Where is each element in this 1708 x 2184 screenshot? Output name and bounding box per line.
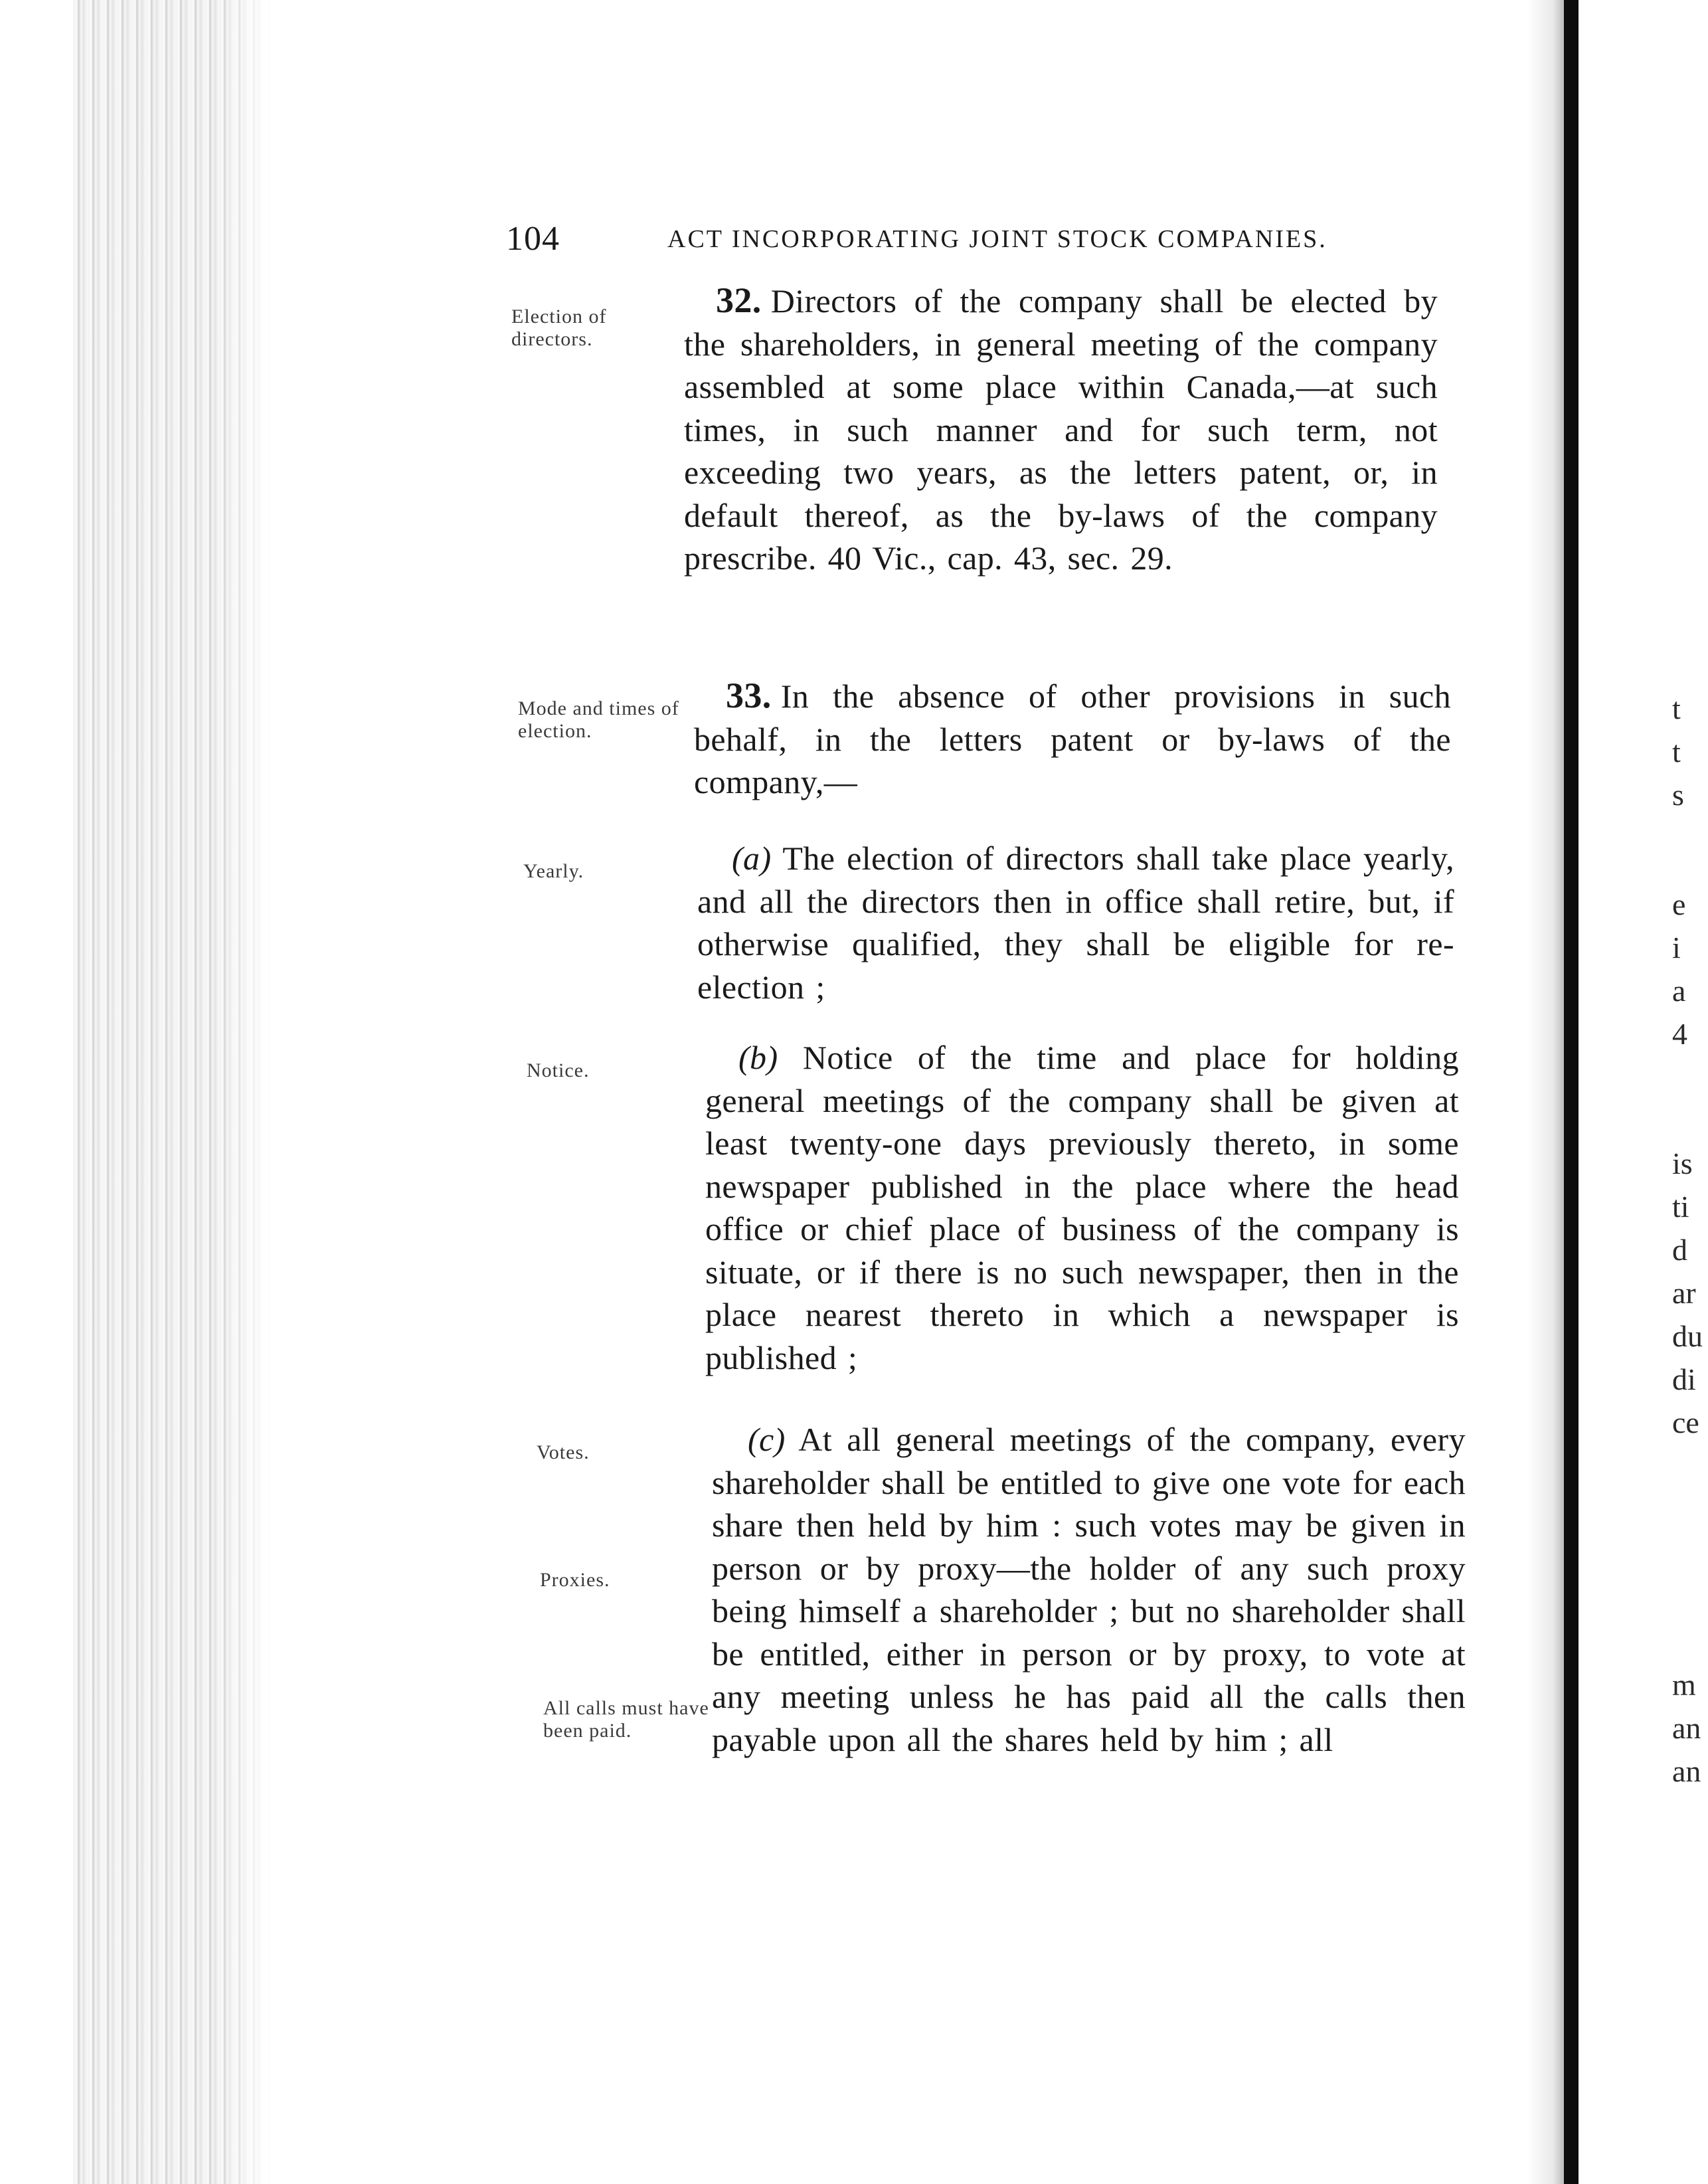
gutter-shadow [1527,0,1564,2184]
facing-page-fragment: t [1672,735,1681,769]
facing-page-fragment: ar [1672,1276,1696,1310]
marginal-note-election-of-directors: Election of directors. [511,306,607,350]
facing-page-fragment: an [1672,1754,1701,1788]
facing-page-fragment: a [1672,974,1686,1008]
marginal-note-votes: Votes. [537,1441,590,1463]
facing-page-fragment: i [1672,931,1681,964]
marginal-note-proxies: Proxies. [540,1569,610,1591]
running-head: ACT INCORPORATING JOINT STOCK COMPANIES. [667,225,1327,253]
facing-page-fragment: m [1672,1668,1696,1702]
facing-page-fragment: du [1672,1319,1703,1353]
facing-page-fragment: e [1672,887,1686,921]
section-number-32: 32. [716,280,762,320]
section-33-text: In the absence of other provisions in such behalf, in the letters patent or by-laws of the company,— [694,678,1451,800]
section-32 [684,279,1438,580]
clause-b-text: Notice of the time and place for holding general meetings of the company shall be given at least twenty-one days previously thereto, in some newspaper published in the place where the head office or chief place of business of the company is situate, or if there is no such newspaper, then in the place nearest thereto in which a newspaper is published ; [705,1039,1460,1376]
marginal-note-yearly: Yearly. [523,860,584,882]
section-33 [694,674,1451,804]
page-edges [73,0,272,2184]
section-number-33: 33. [726,676,772,715]
clause-c [712,1418,1466,1761]
clause-c-text: At all general meetings of the company, every shareholder shall be entitled to give one vote for each share then held by him : such votes may be given in person or by proxy—the holder of any such proxy being himself a shareholder ; but no shareholder shall be entitled, either in person or by proxy, to vote at any meeting unless he has paid all the calls then payable upon all the shares held by him ; all [712,1421,1466,1758]
clause-a-text: The election of directors shall take place yearly, and all the directors then in office shall retire, but, if otherwise qualified, they shall be eligible for re-election ; [697,840,1455,1006]
marginal-note-notice: Notice. [527,1059,590,1081]
facing-page-fragment: an [1672,1711,1701,1745]
facing-page-fragment: t [1672,691,1681,725]
facing-page-fragment: ti [1672,1190,1689,1224]
section-32-text: Directors of the company shall be elected by the shareholders, in general meeting of the company assembled at some place within Canada,—at such times, in such manner and for such term, not exceeding two years, as the letters patent, or, in default thereof, as the by-laws of the company prescribe. 40 Vic., cap. 43, sec. 29. [684,282,1438,577]
facing-page-fragment: 4 [1672,1017,1687,1051]
clause-a-label: (a) [732,840,772,877]
facing-page-fragment: di [1672,1362,1696,1396]
clause-b-label: (b) [738,1039,778,1076]
facing-page-fragment: ce [1672,1406,1699,1439]
page-number: 104 [506,220,560,258]
marginal-note-mode-and-times: Mode and times of election. [518,697,679,742]
clause-c-label: (c) [748,1421,786,1458]
marginal-note-all-calls: All calls must have been paid. [543,1697,709,1742]
facing-page-fragment: s [1672,778,1684,812]
clause-b [705,1036,1459,1379]
facing-page-fragment: d [1672,1233,1687,1267]
clause-a [697,837,1454,1008]
facing-page-fragment: is [1672,1146,1693,1180]
book-spine [1564,0,1579,2184]
